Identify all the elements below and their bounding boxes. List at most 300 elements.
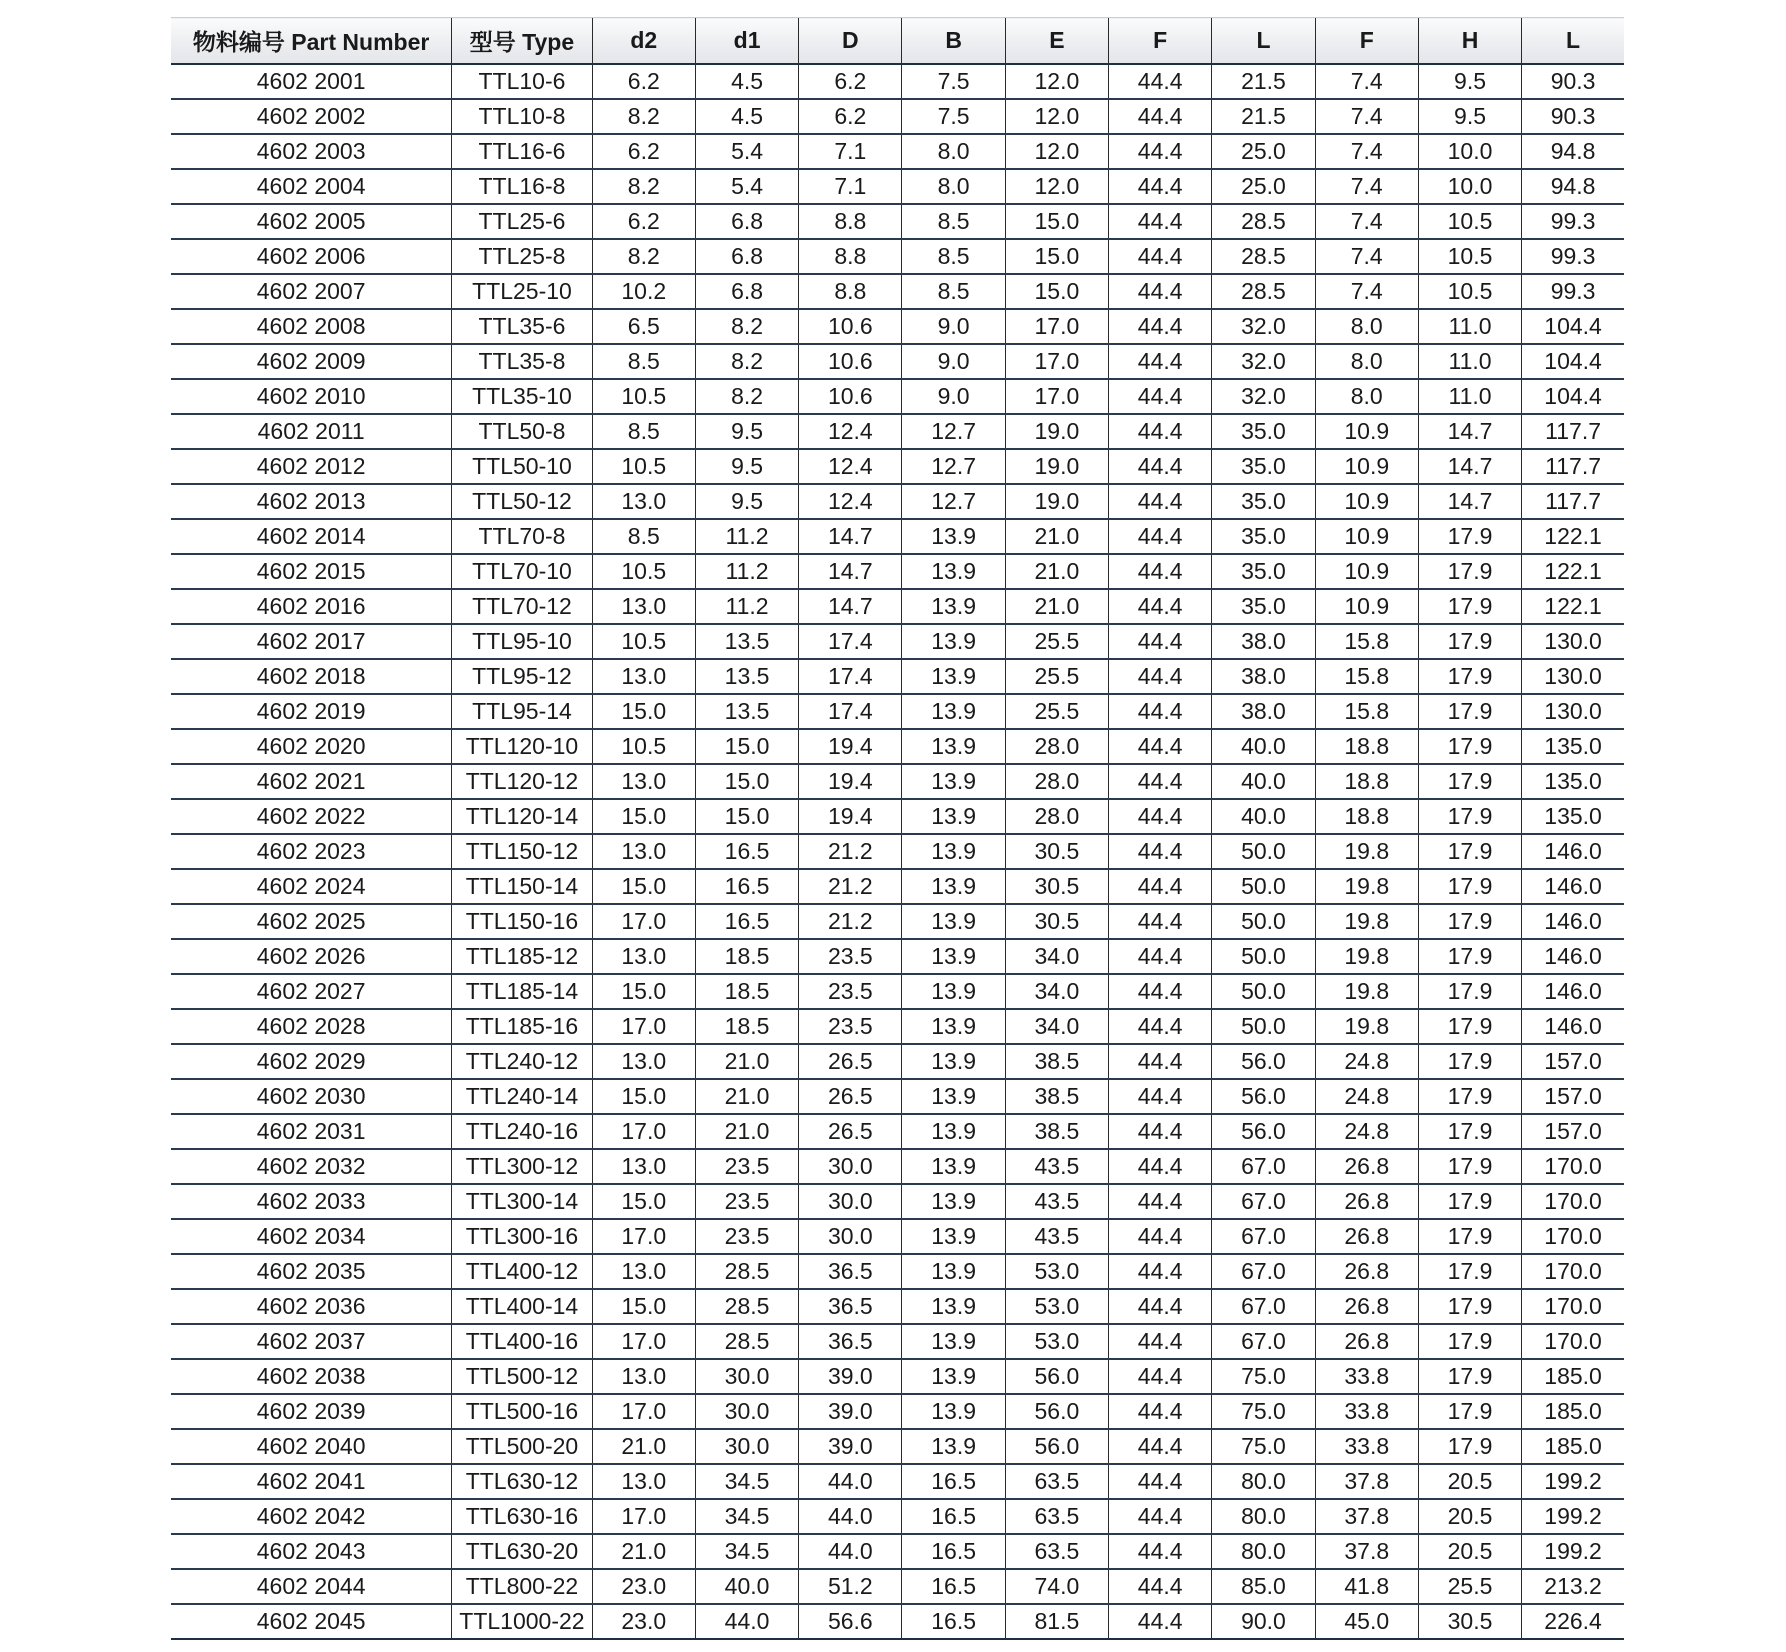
cell-D: 14.7 [799,589,902,624]
cell-H: 17.9 [1418,1254,1521,1289]
cell-F2: 33.8 [1315,1429,1418,1464]
cell-d2: 15.0 [592,1079,695,1114]
cell-type: TTL630-16 [452,1499,592,1534]
cell-L: 50.0 [1212,834,1315,869]
cell-D: 19.4 [799,764,902,799]
cell-type: TTL120-12 [452,764,592,799]
column-header-L2: L [1522,18,1624,64]
cell-type: TTL50-12 [452,484,592,519]
cell-L: 21.5 [1212,99,1315,134]
table-row [171,1219,1624,1254]
cell-part-number: 4602 2010 [171,379,452,414]
cell-d1: 34.5 [695,1534,798,1569]
table-row [171,1324,1624,1359]
cell-E: 30.5 [1005,834,1108,869]
cell-d1: 16.5 [695,869,798,904]
cell-F: 44.4 [1109,589,1212,624]
column-header-F2: F [1315,18,1418,64]
cell-H: 17.9 [1418,659,1521,694]
cell-L: 75.0 [1212,1429,1315,1464]
table-row [171,1429,1624,1464]
cell-L2: 94.8 [1522,134,1624,169]
cell-H: 17.9 [1418,869,1521,904]
cell-D: 51.2 [799,1569,902,1604]
cell-type: TTL185-12 [452,939,592,974]
cell-H: 17.9 [1418,1184,1521,1219]
cell-F2: 26.8 [1315,1289,1418,1324]
cell-E: 34.0 [1005,1009,1108,1044]
cell-d2: 6.2 [592,64,695,99]
cell-L: 35.0 [1212,589,1315,624]
cell-d1: 40.0 [695,1569,798,1604]
cell-F: 44.4 [1109,204,1212,239]
cell-B: 13.9 [902,694,1005,729]
cell-part-number: 4602 2005 [171,204,452,239]
cell-F: 44.4 [1109,939,1212,974]
cell-F2: 15.8 [1315,659,1418,694]
cell-F2: 15.8 [1315,694,1418,729]
cell-L2: 122.1 [1522,554,1624,589]
cell-d1: 8.2 [695,309,798,344]
cell-type: TTL1000-22 [452,1604,592,1639]
cell-d1: 34.5 [695,1464,798,1499]
cell-d2: 6.5 [592,309,695,344]
cell-F2: 8.0 [1315,344,1418,379]
cell-D: 30.0 [799,1184,902,1219]
cell-d2: 10.2 [592,274,695,309]
cell-L: 67.0 [1212,1149,1315,1184]
cell-B: 13.9 [902,1394,1005,1429]
cell-d1: 8.2 [695,379,798,414]
cell-type: TTL120-10 [452,729,592,764]
cell-F: 44.4 [1109,344,1212,379]
cell-L2: 170.0 [1522,1289,1624,1324]
cell-L2: 130.0 [1522,659,1624,694]
cell-L: 75.0 [1212,1359,1315,1394]
cell-B: 13.9 [902,834,1005,869]
cell-type: TTL95-10 [452,624,592,659]
column-header-B: B [902,18,1005,64]
cell-part-number: 4602 2012 [171,449,452,484]
cell-L: 35.0 [1212,414,1315,449]
cell-D: 21.2 [799,904,902,939]
cell-B: 13.9 [902,554,1005,589]
cell-L2: 117.7 [1522,414,1624,449]
cell-L: 80.0 [1212,1499,1315,1534]
cell-part-number: 4602 2015 [171,554,452,589]
table-row [171,309,1624,344]
cell-B: 12.7 [902,484,1005,519]
cell-d2: 8.5 [592,414,695,449]
cell-type: TTL185-16 [452,1009,592,1044]
cell-L: 85.0 [1212,1569,1315,1604]
cell-d1: 15.0 [695,764,798,799]
cell-d2: 10.5 [592,624,695,659]
cell-d1: 15.0 [695,729,798,764]
column-header-E: E [1005,18,1108,64]
cell-F2: 26.8 [1315,1184,1418,1219]
cell-type: TTL35-8 [452,344,592,379]
cell-E: 25.5 [1005,624,1108,659]
cell-d2: 13.0 [592,589,695,624]
cell-L: 32.0 [1212,309,1315,344]
cell-d2: 21.0 [592,1534,695,1569]
cell-part-number: 4602 2043 [171,1534,452,1569]
cell-type: TTL50-8 [452,414,592,449]
table-row [171,764,1624,799]
cell-F2: 37.8 [1315,1499,1418,1534]
cell-d2: 10.5 [592,729,695,764]
cell-F2: 26.8 [1315,1324,1418,1359]
table-row [171,1569,1624,1604]
cell-H: 17.9 [1418,554,1521,589]
cell-D: 7.1 [799,134,902,169]
cell-H: 17.9 [1418,939,1521,974]
cell-d2: 21.0 [592,1429,695,1464]
cell-L2: 146.0 [1522,904,1624,939]
cell-L2: 117.7 [1522,484,1624,519]
cell-F: 44.4 [1109,659,1212,694]
cell-F: 44.4 [1109,834,1212,869]
cell-d1: 23.5 [695,1184,798,1219]
cell-L2: 135.0 [1522,764,1624,799]
cell-d1: 34.5 [695,1499,798,1534]
cell-D: 10.6 [799,344,902,379]
cell-L2: 157.0 [1522,1079,1624,1114]
cell-type: TTL300-16 [452,1219,592,1254]
cell-part-number: 4602 2038 [171,1359,452,1394]
table-row [171,484,1624,519]
cell-type: TTL150-14 [452,869,592,904]
cell-B: 8.5 [902,274,1005,309]
cell-H: 17.9 [1418,1114,1521,1149]
cell-d1: 28.5 [695,1254,798,1289]
cell-H: 20.5 [1418,1499,1521,1534]
cell-d1: 6.8 [695,274,798,309]
cell-E: 15.0 [1005,274,1108,309]
cell-d1: 9.5 [695,484,798,519]
cell-L: 35.0 [1212,449,1315,484]
cell-d2: 10.5 [592,449,695,484]
cell-d1: 30.0 [695,1359,798,1394]
cell-H: 10.0 [1418,134,1521,169]
cell-B: 13.9 [902,589,1005,624]
cell-L: 56.0 [1212,1044,1315,1079]
cell-type: TTL95-14 [452,694,592,729]
table-row [171,729,1624,764]
cell-F: 44.4 [1109,729,1212,764]
cell-H: 17.9 [1418,1359,1521,1394]
cell-F2: 7.4 [1315,64,1418,99]
cell-B: 12.7 [902,414,1005,449]
cell-H: 20.5 [1418,1464,1521,1499]
cell-E: 12.0 [1005,99,1108,134]
cell-type: TTL300-14 [452,1184,592,1219]
cell-part-number: 4602 2036 [171,1289,452,1324]
cell-F: 44.4 [1109,624,1212,659]
cell-d2: 13.0 [592,1254,695,1289]
cell-L2: 185.0 [1522,1359,1624,1394]
cell-E: 19.0 [1005,449,1108,484]
cell-E: 63.5 [1005,1464,1108,1499]
cell-part-number: 4602 2045 [171,1604,452,1639]
cell-type: TTL10-8 [452,99,592,134]
cell-E: 19.0 [1005,414,1108,449]
cell-D: 6.2 [799,99,902,134]
cell-L2: 130.0 [1522,694,1624,729]
cell-part-number: 4602 2041 [171,1464,452,1499]
column-header-part-number: 物料编号 Part Number [171,18,452,64]
cell-L: 56.0 [1212,1114,1315,1149]
cell-L: 50.0 [1212,1009,1315,1044]
cell-L: 56.0 [1212,1079,1315,1114]
cell-d1: 6.8 [695,204,798,239]
cell-E: 28.0 [1005,764,1108,799]
cell-F2: 24.8 [1315,1044,1418,1079]
cell-F: 44.4 [1109,1604,1212,1639]
cell-H: 17.9 [1418,519,1521,554]
cell-E: 53.0 [1005,1324,1108,1359]
cell-F: 44.4 [1109,1219,1212,1254]
table-row [171,1254,1624,1289]
cell-D: 17.4 [799,694,902,729]
cell-type: TTL630-12 [452,1464,592,1499]
cell-d1: 16.5 [695,904,798,939]
cell-H: 17.9 [1418,764,1521,799]
table-row [171,1359,1624,1394]
cell-E: 63.5 [1005,1499,1108,1534]
cell-B: 13.9 [902,1289,1005,1324]
table-row [171,64,1624,99]
cell-type: TTL150-16 [452,904,592,939]
cell-d2: 17.0 [592,1394,695,1429]
cell-part-number: 4602 2030 [171,1079,452,1114]
cell-type: TTL25-6 [452,204,592,239]
cell-d1: 13.5 [695,624,798,659]
cell-d2: 15.0 [592,974,695,1009]
cell-B: 7.5 [902,99,1005,134]
table-row [171,1394,1624,1429]
cell-H: 14.7 [1418,414,1521,449]
cell-F: 44.4 [1109,1149,1212,1184]
cell-F: 44.4 [1109,414,1212,449]
table-header [171,18,1624,64]
cell-part-number: 4602 2006 [171,239,452,274]
cell-d1: 11.2 [695,554,798,589]
cell-E: 38.5 [1005,1044,1108,1079]
table-row [171,519,1624,554]
table-row [171,1534,1624,1569]
cell-d2: 13.0 [592,764,695,799]
cell-L2: 104.4 [1522,309,1624,344]
cell-L: 80.0 [1212,1534,1315,1569]
cell-H: 17.9 [1418,974,1521,1009]
cell-part-number: 4602 2042 [171,1499,452,1534]
cell-d2: 17.0 [592,904,695,939]
cell-L: 35.0 [1212,519,1315,554]
cell-part-number: 4602 2027 [171,974,452,1009]
cell-F: 44.4 [1109,1289,1212,1324]
cell-F2: 18.8 [1315,764,1418,799]
cell-E: 17.0 [1005,344,1108,379]
cell-D: 10.6 [799,309,902,344]
cell-part-number: 4602 2031 [171,1114,452,1149]
cell-D: 8.8 [799,204,902,239]
cell-B: 13.9 [902,974,1005,1009]
cell-B: 9.0 [902,309,1005,344]
table-row [171,834,1624,869]
cell-D: 10.6 [799,379,902,414]
cell-B: 16.5 [902,1464,1005,1499]
cell-L: 80.0 [1212,1464,1315,1499]
cell-B: 8.0 [902,134,1005,169]
cell-type: TTL25-10 [452,274,592,309]
cell-D: 19.4 [799,729,902,764]
cell-H: 11.0 [1418,344,1521,379]
cell-L: 67.0 [1212,1184,1315,1219]
table-row [171,1149,1624,1184]
cell-F2: 10.9 [1315,554,1418,589]
cell-F2: 33.8 [1315,1359,1418,1394]
cell-d1: 11.2 [695,589,798,624]
cell-H: 17.9 [1418,834,1521,869]
cell-type: TTL300-12 [452,1149,592,1184]
cell-F2: 19.8 [1315,1009,1418,1044]
cell-D: 14.7 [799,519,902,554]
cell-F: 44.4 [1109,64,1212,99]
cell-B: 13.9 [902,659,1005,694]
cell-E: 17.0 [1005,309,1108,344]
cell-type: TTL16-8 [452,169,592,204]
cell-part-number: 4602 2033 [171,1184,452,1219]
cell-B: 13.9 [902,1009,1005,1044]
cell-F: 44.4 [1109,974,1212,1009]
cell-type: TTL800-22 [452,1569,592,1604]
cell-part-number: 4602 2029 [171,1044,452,1079]
cell-F: 44.4 [1109,484,1212,519]
cell-F: 44.4 [1109,449,1212,484]
table-row [171,939,1624,974]
cell-F2: 19.8 [1315,834,1418,869]
cell-L2: 185.0 [1522,1394,1624,1429]
cell-F: 44.4 [1109,134,1212,169]
cell-part-number: 4602 2002 [171,99,452,134]
cell-d1: 23.5 [695,1149,798,1184]
table-row [171,449,1624,484]
cell-L: 75.0 [1212,1394,1315,1429]
cell-type: TTL25-8 [452,239,592,274]
cell-H: 17.9 [1418,1044,1521,1079]
cell-type: TTL500-12 [452,1359,592,1394]
cell-L2: 122.1 [1522,519,1624,554]
cell-L: 90.0 [1212,1604,1315,1639]
cell-L2: 99.3 [1522,204,1624,239]
table-row [171,1604,1624,1639]
cell-F: 44.4 [1109,1569,1212,1604]
cell-L2: 170.0 [1522,1254,1624,1289]
cell-F2: 10.9 [1315,414,1418,449]
cell-F2: 37.8 [1315,1534,1418,1569]
cell-L2: 90.3 [1522,99,1624,134]
cell-E: 56.0 [1005,1359,1108,1394]
cell-D: 19.4 [799,799,902,834]
cell-E: 17.0 [1005,379,1108,414]
cell-D: 17.4 [799,624,902,659]
cell-H: 17.9 [1418,1324,1521,1359]
cell-L2: 146.0 [1522,939,1624,974]
table-row [171,1464,1624,1499]
cell-type: TTL16-6 [452,134,592,169]
cell-d2: 15.0 [592,694,695,729]
cell-F: 44.4 [1109,869,1212,904]
cell-F2: 10.9 [1315,519,1418,554]
cell-L2: 146.0 [1522,834,1624,869]
cell-L2: 170.0 [1522,1149,1624,1184]
cell-type: TTL10-6 [452,64,592,99]
cell-B: 16.5 [902,1569,1005,1604]
cell-d2: 10.5 [592,554,695,589]
cell-d2: 8.5 [592,519,695,554]
cell-part-number: 4602 2035 [171,1254,452,1289]
cell-E: 38.5 [1005,1114,1108,1149]
cell-part-number: 4602 2026 [171,939,452,974]
column-header-H: H [1418,18,1521,64]
cell-L: 67.0 [1212,1254,1315,1289]
cell-d1: 30.0 [695,1394,798,1429]
cell-B: 13.9 [902,624,1005,659]
cell-H: 17.9 [1418,624,1521,659]
cell-part-number: 4602 2008 [171,309,452,344]
column-header-type: 型号 Type [452,18,592,64]
column-header-L: L [1212,18,1315,64]
header-row [171,18,1624,64]
cell-F: 44.4 [1109,1079,1212,1114]
cell-part-number: 4602 2021 [171,764,452,799]
table-row [171,1499,1624,1534]
cell-d2: 8.2 [592,99,695,134]
cell-E: 43.5 [1005,1149,1108,1184]
table-row [171,134,1624,169]
cell-d1: 9.5 [695,414,798,449]
cell-F2: 26.8 [1315,1149,1418,1184]
table-row [171,1044,1624,1079]
cell-F2: 7.4 [1315,239,1418,274]
cell-part-number: 4602 2004 [171,169,452,204]
table-row [171,974,1624,1009]
cell-L: 38.0 [1212,694,1315,729]
cell-d2: 15.0 [592,869,695,904]
cell-H: 11.0 [1418,379,1521,414]
cell-F: 44.4 [1109,1324,1212,1359]
cell-D: 23.5 [799,939,902,974]
cell-L2: 94.8 [1522,169,1624,204]
cell-E: 25.5 [1005,694,1108,729]
cell-L: 67.0 [1212,1219,1315,1254]
cell-B: 13.9 [902,799,1005,834]
cell-part-number: 4602 2034 [171,1219,452,1254]
cell-L2: 90.3 [1522,64,1624,99]
cell-d2: 13.0 [592,659,695,694]
cell-part-number: 4602 2014 [171,519,452,554]
cell-d2: 6.2 [592,204,695,239]
table-row [171,274,1624,309]
cell-F: 44.4 [1109,169,1212,204]
cell-d1: 6.8 [695,239,798,274]
cell-F2: 19.8 [1315,939,1418,974]
cell-F2: 37.8 [1315,1464,1418,1499]
cell-H: 17.9 [1418,1289,1521,1324]
cell-F2: 18.8 [1315,729,1418,764]
